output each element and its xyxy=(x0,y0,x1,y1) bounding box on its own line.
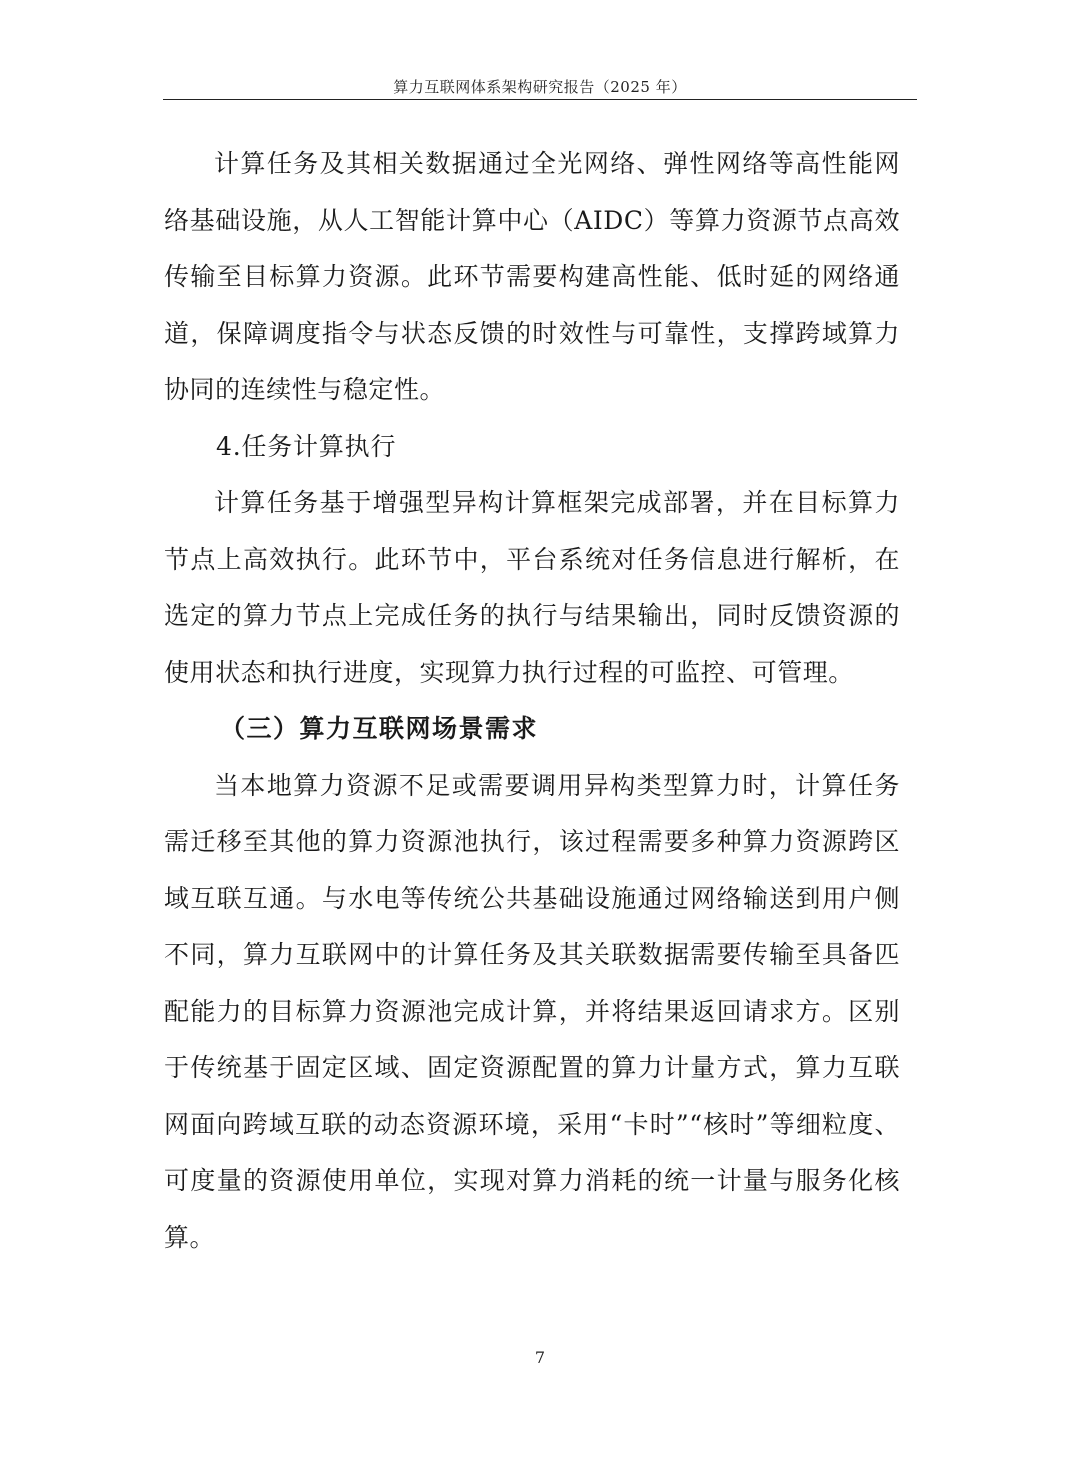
header-divider xyxy=(163,99,917,100)
subheading-task-execution: 4.任务计算执行 xyxy=(216,431,397,461)
body-paragraph-2: 计算任务基于增强型异构计算框架完成部署，并在目标算力节点上高效执行。此环节中，平台系统对任务信息进行解析，在选定的算力节点上完成任务的执行与结果输出，同时反馈资源的使用状态和执行进度，实现算力执行过程的可监控、可管理。 xyxy=(164,488,900,687)
body-paragraph-3: 当本地算力资源不足或需要调用异构类型算力时，计算任务需迁移至其他的算力资源池执行，该过程需要多种算力资源跨区域互联互通。与水电等传统公共基础设施通过网络输送到用户侧不同，算力互联网中的计算任务及其关联数据需要传输至具备匹配能力的目标算力资源池完成计算，并将结果返回请求方。区别于传统基于固定区域、固定资源配置的算力计量方式，算力互联网面向跨域互联的动态资源环境，采用“卡时”“核时”等细粒度、可度量的资源使用单位，实现对算力消耗的统一计量与服务化核算。 xyxy=(164,770,900,1252)
page-body xyxy=(164,136,900,1266)
running-header: 算力互联网体系架构研究报告（2025 年） xyxy=(393,78,687,96)
section-heading-scenario-requirements: （三）算力互联网场景需求 xyxy=(220,714,539,743)
page-number: 7 xyxy=(534,1348,546,1367)
body-paragraph-1: 计算任务及其相关数据通过全光网络、弹性网络等高性能网络基础设施，从人工智能计算中心（AIDC）等算力资源节点高效传输至目标算力资源。此环节需要构建高性能、低时延的网络通道，保障调度指令与状态反馈的时效性与可靠性，支撑跨域算力协同的连续性与稳定性。 xyxy=(164,149,900,404)
